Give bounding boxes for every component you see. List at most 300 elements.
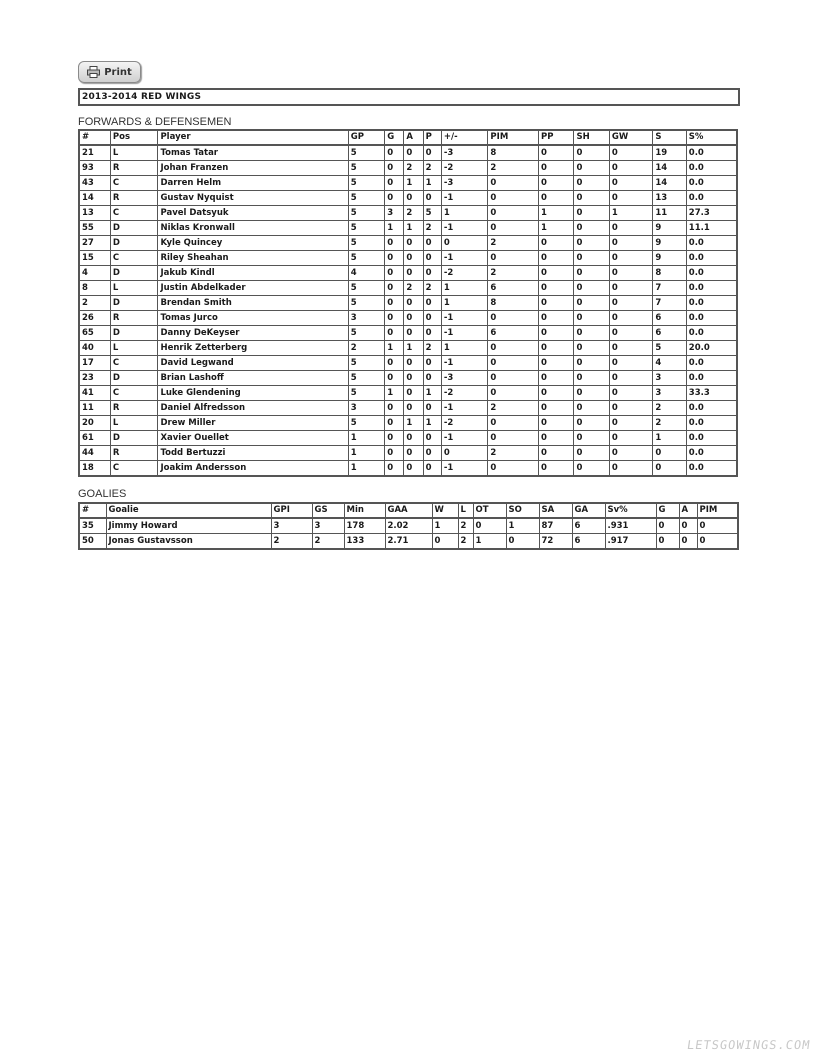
table-cell: 0 [609, 446, 653, 461]
table-cell: Danny DeKeyser [158, 326, 348, 341]
goalies-table [78, 502, 739, 550]
table-cell: C [110, 176, 158, 191]
table-cell: 5 [348, 416, 384, 431]
table-cell: 0 [423, 356, 441, 371]
table-cell: L [110, 341, 158, 356]
table-cell: 2 [271, 534, 312, 550]
table-cell: 0 [609, 431, 653, 446]
table-cell: 0 [574, 341, 609, 356]
table-cell: 65 [79, 326, 110, 341]
column-header: SA [539, 503, 572, 518]
table-cell: 21 [79, 145, 110, 161]
table-row [79, 518, 738, 534]
table-cell: 0 [404, 296, 423, 311]
table-cell: 1 [473, 534, 506, 550]
table-cell: 2 [312, 534, 344, 550]
table-cell: -1 [441, 221, 488, 236]
table-cell: 2 [79, 296, 110, 311]
table-cell: 0 [385, 431, 404, 446]
table-cell: -2 [441, 416, 488, 431]
table-cell: -1 [441, 311, 488, 326]
table-cell: 178 [344, 518, 385, 534]
table-cell: 0.0 [686, 311, 737, 326]
table-cell: 5 [348, 191, 384, 206]
table-cell: 26 [79, 311, 110, 326]
table-cell: 0 [609, 356, 653, 371]
table-cell: Luke Glendening [158, 386, 348, 401]
table-cell: 0 [539, 145, 574, 161]
table-cell: 2 [404, 281, 423, 296]
table-cell: 0.0 [686, 356, 737, 371]
column-header: S [653, 130, 686, 145]
table-cell: 0 [488, 206, 539, 221]
table-cell: 2 [488, 446, 539, 461]
table-cell: 0 [385, 401, 404, 416]
column-header: OT [473, 503, 506, 518]
table-cell: L [110, 416, 158, 431]
column-header: GW [609, 130, 653, 145]
table-cell: 0 [423, 251, 441, 266]
table-cell: 2 [458, 518, 473, 534]
table-cell: 0 [539, 431, 574, 446]
table-cell: -2 [441, 161, 488, 176]
table-cell: D [110, 371, 158, 386]
table-cell: Brendan Smith [158, 296, 348, 311]
table-cell: 0 [404, 461, 423, 477]
table-cell: 4 [79, 266, 110, 281]
table-cell: 0 [385, 356, 404, 371]
table-cell: C [110, 461, 158, 477]
table-cell: 93 [79, 161, 110, 176]
column-header: Player [158, 130, 348, 145]
column-header: W [432, 503, 458, 518]
table-cell: -1 [441, 461, 488, 477]
table-cell: Henrik Zetterberg [158, 341, 348, 356]
table-cell: 0 [539, 401, 574, 416]
table-cell: 43 [79, 176, 110, 191]
table-cell: 0 [656, 534, 679, 550]
column-header: A [679, 503, 697, 518]
table-cell: 0 [404, 145, 423, 161]
column-header: GS [312, 503, 344, 518]
skaters-table [78, 129, 738, 477]
table-cell: 7 [653, 281, 686, 296]
table-cell: 0 [404, 401, 423, 416]
column-header: # [79, 130, 110, 145]
table-cell: 61 [79, 431, 110, 446]
table-cell: 0 [609, 161, 653, 176]
table-cell: 0 [488, 356, 539, 371]
table-cell: 50 [79, 534, 106, 550]
table-cell: 0 [609, 191, 653, 206]
table-cell: Daniel Alfredsson [158, 401, 348, 416]
table-cell: 0 [404, 386, 423, 401]
table-cell: 6 [488, 281, 539, 296]
table-cell: 14 [653, 161, 686, 176]
table-row [79, 461, 737, 477]
table-cell: L [110, 145, 158, 161]
table-cell: Justin Abdelkader [158, 281, 348, 296]
column-header: G [385, 130, 404, 145]
table-cell: 0 [385, 266, 404, 281]
column-header: A [404, 130, 423, 145]
table-cell: 0 [574, 281, 609, 296]
table-cell: D [110, 236, 158, 251]
table-cell: 0 [574, 191, 609, 206]
table-row [79, 326, 737, 341]
table-cell: 0 [488, 176, 539, 191]
goalies-header-row [79, 503, 738, 518]
table-cell: 5 [348, 236, 384, 251]
table-cell: 2.02 [385, 518, 432, 534]
table-cell: 133 [344, 534, 385, 550]
table-cell: 0 [423, 266, 441, 281]
table-cell: 0 [423, 431, 441, 446]
table-cell: C [110, 356, 158, 371]
table-cell: 0 [574, 206, 609, 221]
site-watermark: LETSGOWINGS.COM [685, 1038, 811, 1052]
table-cell: 0 [423, 311, 441, 326]
table-cell: D [110, 266, 158, 281]
table-cell: 5 [348, 296, 384, 311]
table-cell: David Legwand [158, 356, 348, 371]
column-header: SO [506, 503, 539, 518]
table-cell: 0 [404, 191, 423, 206]
table-cell: 1 [432, 518, 458, 534]
table-cell: 0 [574, 266, 609, 281]
table-cell: 3 [348, 311, 384, 326]
table-cell: 19 [653, 145, 686, 161]
table-cell: 11.1 [686, 221, 737, 236]
column-header: L [458, 503, 473, 518]
table-cell: 2 [404, 161, 423, 176]
table-cell: 0 [574, 356, 609, 371]
table-cell: -1 [441, 356, 488, 371]
table-cell: 0 [404, 311, 423, 326]
table-cell: 14 [79, 191, 110, 206]
table-cell: 5 [348, 206, 384, 221]
table-cell: Jakub Kindl [158, 266, 348, 281]
table-cell: 0 [423, 191, 441, 206]
table-cell: 0 [539, 326, 574, 341]
table-cell: 0 [441, 446, 488, 461]
table-cell: 1 [423, 386, 441, 401]
table-cell: 0 [385, 446, 404, 461]
table-cell: 0 [539, 446, 574, 461]
column-header: GP [348, 130, 384, 145]
table-cell: Tomas Jurco [158, 311, 348, 326]
table-cell: 8 [653, 266, 686, 281]
table-cell: 0 [423, 446, 441, 461]
table-cell: 5 [653, 341, 686, 356]
column-header: Sv% [605, 503, 656, 518]
column-header: PP [539, 130, 574, 145]
table-cell: 0 [574, 296, 609, 311]
table-row [79, 341, 737, 356]
table-cell: 6 [572, 518, 605, 534]
table-cell: R [110, 311, 158, 326]
table-cell: 4 [348, 266, 384, 281]
column-header: +/- [441, 130, 488, 145]
table-cell: 18 [79, 461, 110, 477]
table-cell: 0 [609, 221, 653, 236]
table-cell: 0.0 [686, 281, 737, 296]
table-cell: 3 [653, 371, 686, 386]
table-cell: 0 [697, 534, 738, 550]
table-cell: 2 [348, 341, 384, 356]
table-cell: 2 [423, 161, 441, 176]
table-cell: 4 [653, 356, 686, 371]
table-cell: 2 [404, 206, 423, 221]
table-cell: 0 [488, 431, 539, 446]
table-cell: 72 [539, 534, 572, 550]
column-header: Goalie [106, 503, 271, 518]
table-cell: 0.0 [686, 296, 737, 311]
table-cell: 0 [697, 518, 738, 534]
table-cell: 1 [441, 341, 488, 356]
table-cell: 2 [653, 401, 686, 416]
table-cell: 0 [539, 266, 574, 281]
table-cell: 87 [539, 518, 572, 534]
table-cell: 0.0 [686, 371, 737, 386]
table-cell: 2 [488, 401, 539, 416]
table-cell: 3 [312, 518, 344, 534]
table-cell: R [110, 446, 158, 461]
table-cell: R [110, 161, 158, 176]
column-header: Pos [110, 130, 158, 145]
table-cell: 0 [385, 251, 404, 266]
table-cell: 0 [609, 236, 653, 251]
column-header: S% [686, 130, 737, 145]
table-row [79, 281, 737, 296]
table-cell: 0 [488, 311, 539, 326]
table-cell: 5 [348, 281, 384, 296]
table-cell: 0 [609, 251, 653, 266]
table-cell: 0 [574, 145, 609, 161]
table-cell: 20.0 [686, 341, 737, 356]
table-cell: 55 [79, 221, 110, 236]
skaters-section-label: FORWARDS & DEFENSEMEN [78, 116, 232, 128]
table-row [79, 356, 737, 371]
table-cell: -1 [441, 401, 488, 416]
table-cell: 0 [432, 534, 458, 550]
table-cell: 15 [79, 251, 110, 266]
table-cell: 0 [539, 281, 574, 296]
table-cell: -1 [441, 191, 488, 206]
table-cell: 5 [423, 206, 441, 221]
table-cell: 0 [423, 236, 441, 251]
table-cell: 8 [488, 296, 539, 311]
table-cell: 5 [348, 356, 384, 371]
table-cell: 0 [423, 371, 441, 386]
table-cell: R [110, 401, 158, 416]
table-cell: 2 [653, 416, 686, 431]
table-cell: 11 [79, 401, 110, 416]
table-cell: 0.0 [686, 251, 737, 266]
table-cell: 35 [79, 518, 106, 534]
table-cell: D [110, 221, 158, 236]
table-cell: 0 [609, 266, 653, 281]
table-cell: 0.0 [686, 401, 737, 416]
table-cell: 1 [539, 206, 574, 221]
table-cell: 0 [423, 461, 441, 477]
table-cell: 14 [653, 176, 686, 191]
table-cell: 6 [653, 326, 686, 341]
table-row [79, 266, 737, 281]
table-cell: 0 [539, 416, 574, 431]
table-cell: 5 [348, 145, 384, 161]
table-cell: -3 [441, 371, 488, 386]
table-row [79, 371, 737, 386]
table-cell: 0 [539, 341, 574, 356]
table-cell: 0.0 [686, 461, 737, 477]
table-cell: 0 [539, 176, 574, 191]
table-cell: 0 [609, 281, 653, 296]
table-cell: 0 [539, 461, 574, 477]
table-cell: 0 [404, 326, 423, 341]
table-cell: 0 [679, 534, 697, 550]
table-cell: 1 [653, 431, 686, 446]
table-cell: 13 [653, 191, 686, 206]
table-row [79, 401, 737, 416]
table-row [79, 416, 737, 431]
table-cell: 0 [574, 236, 609, 251]
table-cell: 0 [656, 518, 679, 534]
table-cell: 1 [348, 461, 384, 477]
column-header: # [79, 503, 106, 518]
table-cell: 0 [488, 371, 539, 386]
table-cell: 0 [385, 161, 404, 176]
print-button[interactable] [78, 61, 141, 83]
table-cell: 1 [609, 206, 653, 221]
table-cell: 0 [488, 341, 539, 356]
table-cell: 0 [539, 386, 574, 401]
table-row [79, 176, 737, 191]
table-row [79, 311, 737, 326]
table-cell: 41 [79, 386, 110, 401]
table-cell: 0 [488, 251, 539, 266]
table-cell: 5 [348, 326, 384, 341]
table-cell: 6 [488, 326, 539, 341]
table-cell: 1 [404, 416, 423, 431]
table-cell: 0 [404, 236, 423, 251]
table-cell: 27.3 [686, 206, 737, 221]
column-header: PIM [488, 130, 539, 145]
table-cell: R [110, 191, 158, 206]
table-cell: 0 [385, 145, 404, 161]
table-cell: 11 [653, 206, 686, 221]
table-cell: Joakim Andersson [158, 461, 348, 477]
table-cell: 5 [348, 161, 384, 176]
table-cell: 20 [79, 416, 110, 431]
table-cell: 0 [539, 356, 574, 371]
table-cell: 1 [348, 431, 384, 446]
table-cell: 0 [385, 281, 404, 296]
table-cell: 1 [441, 281, 488, 296]
table-cell: 7 [653, 296, 686, 311]
table-cell: Jonas Gustavsson [106, 534, 271, 550]
table-cell: -1 [441, 326, 488, 341]
table-cell: 0 [653, 461, 686, 477]
table-cell: 0 [488, 416, 539, 431]
table-cell: 0 [385, 236, 404, 251]
table-cell: 5 [348, 251, 384, 266]
table-cell: 0.0 [686, 416, 737, 431]
table-cell: 8 [79, 281, 110, 296]
print-label: Print [104, 66, 132, 78]
table-cell: 1 [385, 386, 404, 401]
column-header: P [423, 130, 441, 145]
skaters-header-row [79, 130, 737, 145]
table-cell: 2 [488, 161, 539, 176]
table-cell: 9 [653, 221, 686, 236]
goalies-section-label: GOALIES [78, 488, 127, 500]
table-cell: 0 [385, 311, 404, 326]
table-cell: 27 [79, 236, 110, 251]
table-cell: .931 [605, 518, 656, 534]
table-cell: 3 [271, 518, 312, 534]
table-cell: 23 [79, 371, 110, 386]
table-row [79, 386, 737, 401]
table-cell: 0 [574, 161, 609, 176]
table-cell: 0 [609, 145, 653, 161]
table-cell: 0 [385, 371, 404, 386]
table-cell: 3 [653, 386, 686, 401]
printer-icon [87, 66, 100, 78]
column-header: SH [574, 130, 609, 145]
table-cell: -1 [441, 251, 488, 266]
table-cell: -3 [441, 145, 488, 161]
table-cell: 0 [385, 176, 404, 191]
table-cell: L [110, 281, 158, 296]
table-cell: 1 [441, 296, 488, 311]
table-cell: 0 [609, 326, 653, 341]
table-cell: 0 [574, 221, 609, 236]
table-cell: 0 [609, 371, 653, 386]
table-cell: 0 [385, 461, 404, 477]
table-cell: 1 [506, 518, 539, 534]
table-cell: 0 [539, 371, 574, 386]
table-cell: 1 [385, 341, 404, 356]
table-cell: 17 [79, 356, 110, 371]
table-cell: 0 [574, 386, 609, 401]
table-row [79, 221, 737, 236]
table-cell: 3 [385, 206, 404, 221]
team-title: 2013-2014 RED WINGS [78, 88, 740, 106]
table-cell: 5 [348, 176, 384, 191]
table-cell: 0 [488, 221, 539, 236]
table-cell: 0.0 [686, 191, 737, 206]
table-cell: Darren Helm [158, 176, 348, 191]
table-cell: 1 [404, 341, 423, 356]
table-row [79, 251, 737, 266]
table-cell: Niklas Kronwall [158, 221, 348, 236]
table-cell: 2 [488, 236, 539, 251]
table-cell: 0 [574, 311, 609, 326]
table-cell: Xavier Ouellet [158, 431, 348, 446]
table-cell: 0 [404, 431, 423, 446]
table-cell: 0 [539, 236, 574, 251]
table-cell: 2.71 [385, 534, 432, 550]
table-cell: 0 [574, 431, 609, 446]
table-cell: 0 [385, 296, 404, 311]
table-cell: 0 [609, 401, 653, 416]
column-header: PIM [697, 503, 738, 518]
table-cell: D [110, 296, 158, 311]
table-cell: 0.0 [686, 161, 737, 176]
table-cell: 0 [539, 251, 574, 266]
table-cell: Drew Miller [158, 416, 348, 431]
